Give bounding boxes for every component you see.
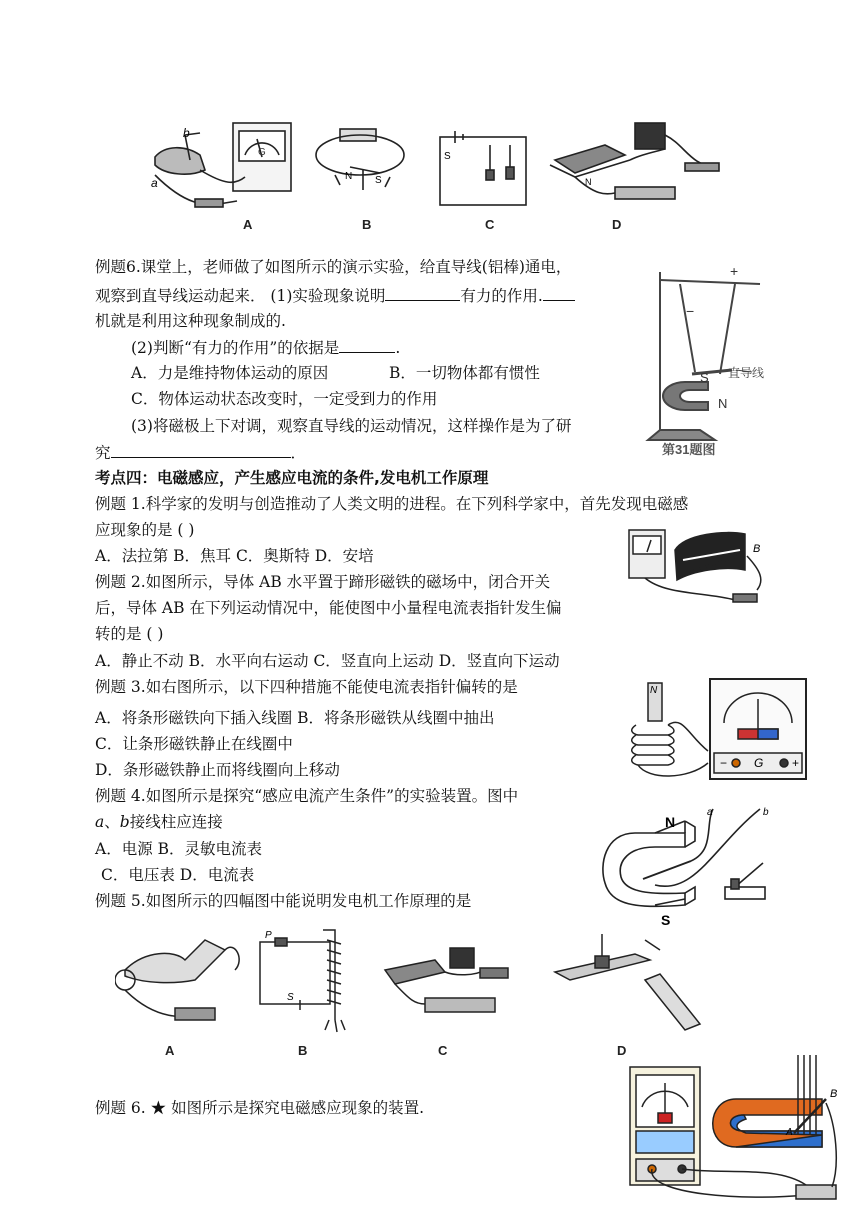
ex4-figure-s: S [661, 912, 671, 928]
ex5-figure-b-s: S [287, 992, 294, 1003]
ex2-line3: 转的是 ( ) [95, 625, 164, 643]
ex4-line1: 例题 4.如图所示是探究“感应电流产生条件”的实验装置。图中 [95, 787, 519, 805]
ex6b-figure-a: A [786, 1127, 793, 1138]
ex2-line1: 例题 2.如图所示，导体 AB 水平置于蹄形磁铁的磁场中，闭合开关 [95, 573, 551, 591]
top-figures [145, 115, 735, 235]
ex5-figures [115, 920, 705, 1040]
example6a-figure-s: S [700, 370, 709, 385]
ex5-line1: 例题 5.如图所示的四幅图中能说明发电机工作原理的是 [95, 892, 472, 910]
ex3-option-d: D．条形磁铁静止而将线圈向上移动 [95, 761, 340, 779]
example6a-q3-end: ． [290, 444, 307, 462]
ex5-label-b: B [298, 1043, 308, 1058]
ex4-figure-n: N [665, 814, 676, 830]
answer-blank-3[interactable] [339, 336, 395, 353]
example6a-option-c: C．物体运动状态改变时，一定受到力的作用 [131, 390, 438, 408]
top-figure-d-drawing [550, 123, 719, 199]
ex5-figure-c-drawing [385, 948, 508, 1012]
ex4-options-ab: A．电源 B．灵敏电流表 [95, 840, 263, 858]
ex3-figure [628, 675, 810, 787]
example6a-figure-minus: − [686, 303, 695, 319]
example6a-opt-a: A．力是维持物体运动的原因 [131, 364, 329, 382]
example6a-q2 [131, 336, 400, 359]
ex5-label-c: C [438, 1043, 448, 1058]
svg-text:S: S [444, 151, 451, 162]
ex4-figure-a: a [707, 807, 713, 818]
answer-blank-4[interactable] [111, 441, 291, 458]
example6a-q3: (3)将磁极上下对调，观察直导线的运动情况，这样操作是为了研 [131, 417, 572, 435]
top-figure-label-d: D [612, 217, 622, 232]
ex5-figure-d-drawing [555, 934, 700, 1030]
example6a-q2-end: . [395, 339, 401, 357]
example6a-q3-line2 [95, 441, 306, 464]
ex3-figure-g: G [754, 756, 764, 770]
example6a-figure-caption: 第31题图 [662, 442, 716, 457]
ex4-line2-rest: 接线柱应连接 [129, 813, 223, 831]
example6a-figure [640, 262, 790, 457]
ex4-options-cd: C．电压表 D．电流表 [101, 866, 255, 884]
ex4-terminal-b: b [119, 813, 130, 831]
ex3-line1: 例题 3.如右图所示，以下四种措施不能使电流表指针偏转的是 [95, 678, 518, 696]
ex5-figure-b-drawing [260, 930, 345, 1032]
ex6b-figure-b: B [830, 1088, 838, 1100]
ex5-figure-a-drawing [115, 940, 239, 1020]
svg-text:a: a [151, 176, 158, 190]
example6a-line2-end: 有力的作用. [460, 287, 543, 305]
example6a-figure-n: N [718, 396, 728, 411]
example6a-option-b: B．一切物体都有惯性 [389, 364, 540, 382]
svg-text:G: G [258, 147, 266, 158]
example6a-option-a [131, 362, 328, 384]
top-figure-c-drawing [440, 131, 526, 205]
example6a-figure-plus: + [730, 263, 739, 279]
example6a-line3: 机就是利用这种现象制成的. [95, 312, 286, 330]
ex6b-figure [626, 1055, 850, 1205]
ex6b-line1: 例题 6. ★ 如图所示是探究电磁感应现象的装置. [95, 1099, 424, 1117]
svg-text:N: N [585, 177, 592, 187]
example6a-line1: 例题6.课堂上，老师做了如图所示的演示实验，给直导线(铝棒)通电， [95, 258, 572, 276]
ex2-line2: 后，导体 AB 在下列运动情况中，能使图中小量程电流表指针发生偏 [95, 599, 562, 617]
example6a-line2 [95, 284, 575, 307]
top-figure-label-c: C [485, 217, 495, 232]
ex3-figure-plus: + [792, 756, 800, 770]
ex3-options-ab: A．将条形磁铁向下插入线圈 B．将条形磁铁从线圈中抽出 [95, 709, 495, 727]
ex3-option-c: C．让条形磁铁静止在线圈中 [95, 735, 293, 753]
answer-blank-1[interactable] [385, 284, 460, 301]
ex5-label-d: D [617, 1043, 627, 1058]
ex2-options: A．静止不动 B．水平向右运动 C．竖直向上运动 D．竖直向下运动 [95, 652, 560, 670]
svg-text:N: N [345, 171, 353, 182]
ex4-sep: 、 [104, 813, 120, 831]
section4-title: 考点四：电磁感应，产生感应电流的条件,发电机工作原理 [95, 469, 489, 487]
ex4-figure [595, 805, 785, 935]
ex2-figure [625, 520, 785, 615]
ex1-options: A．法拉第 B．焦耳 C．奥斯特 D．安培 [95, 547, 374, 565]
top-figure-b-drawing [316, 129, 404, 190]
ex2-figure-label-b: B [753, 543, 761, 555]
example6a-figure-wire-label: 直导线 [728, 366, 765, 380]
top-figure-label-b: B [362, 217, 372, 232]
ex5-label-a: A [165, 1043, 175, 1058]
ex4-figure-b: b [763, 807, 769, 818]
example6a-q2-text: (2)判断“有力的作用”的依据是 [131, 339, 340, 357]
svg-text:S: S [375, 175, 382, 186]
ex4-terminal-a: a [95, 813, 105, 831]
top-figure-label-a: A [243, 217, 253, 232]
svg-text:b: b [183, 126, 190, 140]
ex1-line1: 例题 1.科学家的发明与创造推动了人类文明的进程。在下列科学家中，首先发现电磁感 [95, 495, 689, 513]
ex1-line2: 应现象的是 ( ) [95, 521, 195, 539]
ex3-figure-n: N [650, 685, 658, 696]
example6a-line2-text: 观察到直导线运动起来． (1)实验现象说明 [95, 287, 386, 305]
ex3-figure-minus: − [720, 756, 728, 770]
ex5-figure-b-p: P [265, 930, 272, 941]
top-figure-a-drawing [155, 123, 291, 207]
example6a-q3-start: 究 [95, 444, 111, 462]
answer-blank-2[interactable] [543, 284, 575, 301]
ex4-line2 [95, 811, 223, 833]
